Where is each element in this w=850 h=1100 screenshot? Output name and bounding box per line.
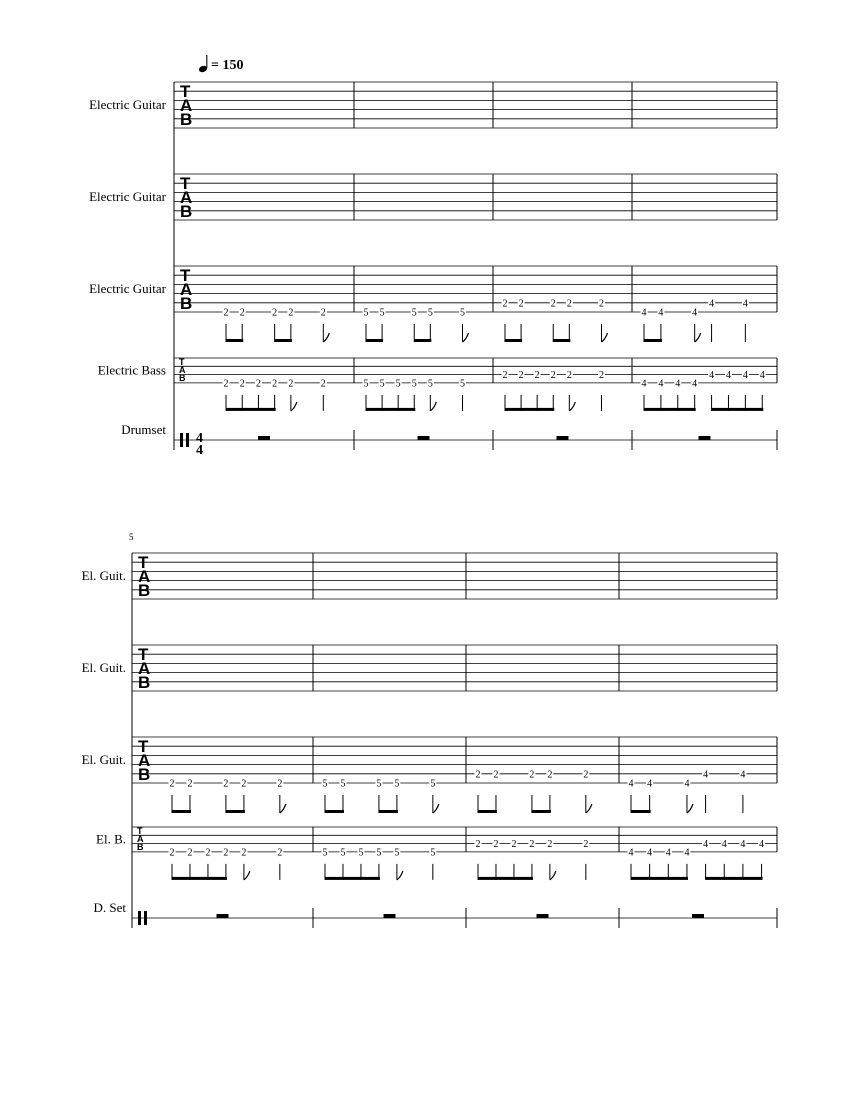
tab-clef-letter: T (179, 357, 185, 367)
fret-number: 5 (322, 847, 328, 859)
staff-tab6 (89, 174, 777, 221)
fret-number: 2 (288, 307, 294, 319)
fret-number: 5 (379, 378, 385, 390)
fret-number: 2 (187, 778, 193, 790)
fret-number: 2 (272, 307, 278, 319)
fret-number: 2 (518, 298, 524, 310)
staff-tab6 (82, 737, 777, 813)
beam (226, 810, 245, 813)
tab-clef-letter: T (180, 266, 191, 285)
fret-number: 2 (493, 839, 499, 851)
tab-clef-letter: B (137, 842, 144, 852)
beam (414, 339, 431, 342)
fret-number: 5 (395, 378, 401, 390)
fret-number: 4 (647, 778, 653, 790)
fret-number: 4 (647, 847, 653, 859)
tab-clef-letter: A (138, 567, 151, 586)
tempo-marking (198, 55, 243, 73)
fret-number: 2 (518, 370, 524, 382)
beam (505, 339, 522, 342)
tab-clef-letter: B (180, 294, 193, 313)
instrument-name: El. Guit. (81, 752, 126, 767)
system-1 (89, 82, 777, 458)
fret-number: 4 (759, 370, 765, 382)
fret-number: 5 (430, 778, 436, 790)
fret-number: 4 (665, 847, 671, 859)
fret-number: 4 (742, 370, 748, 382)
fret-number: 2 (529, 839, 535, 851)
fret-number: 5 (363, 307, 369, 319)
beam (631, 810, 651, 813)
fret-number: 2 (475, 839, 481, 851)
fret-number: 2 (511, 839, 517, 851)
fret-number: 2 (277, 847, 283, 859)
beam (226, 408, 276, 411)
beam (172, 877, 227, 880)
fret-number: 5 (363, 378, 369, 390)
fret-number: 2 (598, 298, 604, 310)
eighth-flag (695, 333, 701, 342)
fret-number: 4 (628, 778, 634, 790)
staff-drum (121, 422, 777, 458)
fret-number: 2 (475, 769, 481, 781)
fret-number: 2 (566, 370, 572, 382)
fret-number: 2 (550, 298, 556, 310)
eighth-flag (601, 333, 607, 342)
fret-number: 4 (684, 847, 690, 859)
fret-number: 4 (703, 769, 709, 781)
fret-number: 2 (187, 847, 193, 859)
tab-clef-letter: B (180, 110, 193, 129)
staff-drum (94, 900, 778, 928)
instrument-name: Electric Guitar (89, 189, 166, 204)
eighth-flag (462, 333, 468, 342)
eighth-flag (569, 402, 575, 411)
tab-clef-letter: T (138, 737, 149, 756)
fret-number: 2 (205, 847, 211, 859)
beam (712, 408, 764, 411)
fret-number: 2 (547, 839, 553, 851)
beam (631, 877, 688, 880)
time-signature-bottom: 4 (196, 443, 203, 458)
tab-clef-letter: A (138, 751, 151, 770)
fret-number: 4 (675, 378, 681, 390)
fret-number: 5 (358, 847, 364, 859)
fret-number: 5 (427, 307, 433, 319)
tab-clef-letter: T (180, 82, 191, 101)
fret-number: 2 (583, 769, 589, 781)
tab-clef-letter: B (179, 373, 186, 383)
eighth-flag (687, 804, 693, 813)
fret-number: 5 (340, 778, 346, 790)
percussion-clef-icon (186, 433, 189, 447)
quarter-note-icon (198, 55, 208, 73)
instrument-name: Drumset (121, 422, 166, 437)
fret-number: 2 (320, 307, 326, 319)
fret-number: 4 (684, 778, 690, 790)
staff-tab6 (82, 553, 777, 600)
fret-number: 5 (459, 307, 465, 319)
tab-clef-letter: A (179, 365, 186, 375)
fret-number: 2 (223, 307, 229, 319)
staff-tab6 (89, 266, 777, 342)
fret-number: 2 (169, 778, 175, 790)
system-2 (82, 532, 777, 928)
beam (325, 877, 380, 880)
staff-tab4 (96, 826, 777, 880)
eighth-flag (433, 804, 439, 813)
fret-number: 2 (223, 778, 229, 790)
beam (478, 810, 497, 813)
fret-number: 4 (692, 307, 698, 319)
tab-clef-letter: T (138, 553, 149, 572)
fret-number: 2 (241, 778, 247, 790)
fret-number: 2 (583, 839, 589, 851)
systems (82, 82, 777, 928)
eighth-flag (586, 804, 592, 813)
beam (275, 339, 292, 342)
fret-number: 2 (169, 847, 175, 859)
eighth-flag (323, 333, 329, 342)
percussion-clef-icon (144, 911, 147, 925)
tab-clef-letter: T (137, 826, 143, 836)
fret-number: 4 (658, 378, 664, 390)
fret-number: 2 (239, 307, 245, 319)
beam (379, 810, 398, 813)
measure-number: 5 (129, 532, 134, 542)
eighth-flag (550, 871, 556, 880)
fret-number: 2 (239, 378, 245, 390)
fret-number: 5 (411, 378, 417, 390)
fret-number: 2 (255, 378, 261, 390)
whole-rest-icon (258, 436, 270, 440)
fret-number: 4 (703, 839, 709, 851)
fret-number: 4 (641, 378, 647, 390)
tab-clef-letter: B (138, 765, 151, 784)
fret-number: 2 (566, 298, 572, 310)
percussion-clef-icon (138, 911, 141, 925)
instrument-name: El. Guit. (81, 568, 126, 583)
fret-number: 5 (394, 847, 400, 859)
eighth-flag (430, 402, 436, 411)
fret-number: 5 (379, 307, 385, 319)
beam (172, 810, 191, 813)
tab-clef-letter: A (180, 280, 193, 299)
fret-number: 5 (394, 778, 400, 790)
instrument-name: Electric Guitar (89, 281, 166, 296)
whole-rest-icon (557, 436, 569, 440)
fret-number: 2 (550, 370, 556, 382)
eighth-flag (291, 402, 297, 411)
percussion-clef-icon (180, 433, 183, 447)
fret-number: 5 (411, 307, 417, 319)
fret-number: 2 (502, 370, 508, 382)
instrument-name: El. Guit. (81, 660, 126, 675)
fret-number: 4 (742, 298, 748, 310)
whole-rest-icon (692, 914, 704, 918)
tempo-text: = 150 (211, 58, 244, 73)
fret-number: 4 (759, 839, 765, 851)
tab-clef-letter: T (138, 645, 149, 664)
tab-clef-letter: A (180, 96, 193, 115)
staff-tab6 (82, 645, 777, 692)
beam (366, 339, 383, 342)
fret-number: 2 (502, 298, 508, 310)
fret-number: 5 (322, 778, 328, 790)
tab-clef-letter: B (180, 202, 193, 221)
fret-number: 2 (277, 778, 283, 790)
fret-number: 4 (740, 769, 746, 781)
fret-number: 4 (709, 298, 715, 310)
fret-number: 5 (340, 847, 346, 859)
fret-number: 4 (628, 847, 634, 859)
fret-number: 4 (709, 370, 715, 382)
fret-number: 4 (740, 839, 746, 851)
fret-number: 2 (223, 378, 229, 390)
fret-number: 2 (529, 769, 535, 781)
whole-rest-icon (699, 436, 711, 440)
fret-number: 2 (547, 769, 553, 781)
staff-tab6 (89, 82, 777, 129)
fret-number: 4 (725, 370, 731, 382)
instrument-name: El. B. (96, 831, 126, 847)
whole-rest-icon (217, 914, 229, 918)
fret-number: 2 (534, 370, 540, 382)
fret-number: 4 (692, 378, 698, 390)
instrument-name: Electric Guitar (89, 97, 166, 112)
fret-number: 2 (272, 378, 278, 390)
fret-number: 2 (320, 378, 326, 390)
fret-number: 5 (427, 378, 433, 390)
eighth-flag (397, 871, 403, 880)
fret-number: 2 (241, 847, 247, 859)
fret-number: 2 (598, 370, 604, 382)
whole-rest-icon (537, 914, 549, 918)
beam (706, 877, 763, 880)
beam (226, 339, 243, 342)
time-signature-top: 4 (196, 431, 203, 446)
eighth-flag (244, 871, 250, 880)
fret-number: 4 (721, 839, 727, 851)
fret-number: 5 (430, 847, 436, 859)
instrument-name: Electric Bass (97, 362, 166, 378)
fret-number: 4 (658, 307, 664, 319)
whole-rest-icon (384, 914, 396, 918)
beam (478, 877, 533, 880)
fret-number: 5 (459, 378, 465, 390)
beam (553, 339, 570, 342)
fret-number: 2 (493, 769, 499, 781)
staff-tab4 (98, 357, 777, 411)
eighth-flag (280, 804, 286, 813)
instrument-name: D. Set (93, 900, 126, 915)
tab-clef-letter: A (137, 834, 144, 844)
fret-number: 4 (641, 307, 647, 319)
tab-clef-letter: A (138, 659, 151, 678)
tab-clef-letter: B (138, 581, 151, 600)
tab-clef-letter: T (180, 174, 191, 193)
beam (325, 810, 344, 813)
tab-clef-letter: B (138, 673, 151, 692)
fret-number: 2 (223, 847, 229, 859)
beam (366, 408, 415, 411)
fret-number: 5 (376, 778, 382, 790)
fret-number: 2 (288, 378, 294, 390)
beam (532, 810, 551, 813)
beam (644, 408, 696, 411)
tab-clef-letter: A (180, 188, 193, 207)
beam (644, 339, 662, 342)
fret-number: 5 (376, 847, 382, 859)
beam (505, 408, 554, 411)
whole-rest-icon (418, 436, 430, 440)
